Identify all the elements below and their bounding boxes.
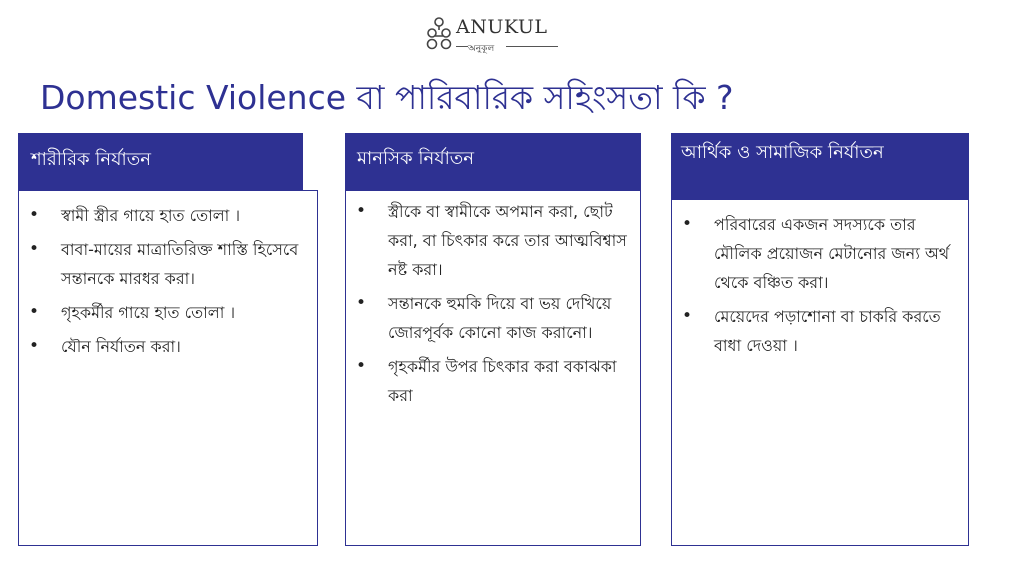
list-item: • মেয়েদের পড়াশোনা বা চাকরি করতে বাধা দেওয়া । [714,302,956,360]
logo-divider-right [506,46,558,47]
list-item: • স্ত্রীকে বা স্বামীকে অপমান করা, ছোট করা, বা চিৎকার করে তার আত্মবিশ্বাস নষ্ট করা। [388,197,628,284]
column-heading: শারীরিক নির্যাতন [18,133,303,190]
list-item: • পরিবারের একজন সদস্যকে তার মৌলিক প্রয়োজন মেটানোর জন্য অর্থ থেকে বঞ্চিত করা। [714,210,956,297]
column-mental-abuse [345,133,641,546]
logo-divider-left [456,46,468,47]
column-heading: আর্থিক ও সামাজিক নির্যাতন [671,133,969,199]
list-item: • গৃহকর্মীর গায়ে হাত তোলা । [61,298,305,327]
family-group-icon [424,16,454,50]
column-body [671,199,969,546]
logo [424,16,564,54]
column-heading: মানসিক নির্যাতন [345,133,641,190]
column-physical-abuse [18,133,318,546]
page-title: Domestic Violence বা পারিবারিক সহিংসতা কি ? [40,78,734,117]
list-item: • বাবা-মায়ের মাত্রাতিরিক্ত শাস্তি হিসেবে সন্তানকে মারধর করা। [61,235,305,293]
column-body [345,190,641,546]
list-item: • স্বামী স্ত্রীর গায়ে হাত তোলা । [61,201,305,230]
logo-name: ANUKUL [456,16,548,38]
bullet-list [672,200,968,360]
column-body [18,190,318,546]
list-item: • গৃহকর্মীর উপর চিৎকার করা বকাঝকা করা [388,352,628,410]
bullet-list [346,191,640,410]
list-item: • সন্তানকে হুমকি দিয়ে বা ভয় দেখিয়ে জোরপূর্বক কোনো কাজ করানো। [388,289,628,347]
list-item: • যৌন নির্যাতন করা। [61,332,305,361]
bullet-list [19,191,317,361]
logo-subtitle: অনুকূল [468,44,495,54]
column-economic-social-abuse [671,133,969,546]
